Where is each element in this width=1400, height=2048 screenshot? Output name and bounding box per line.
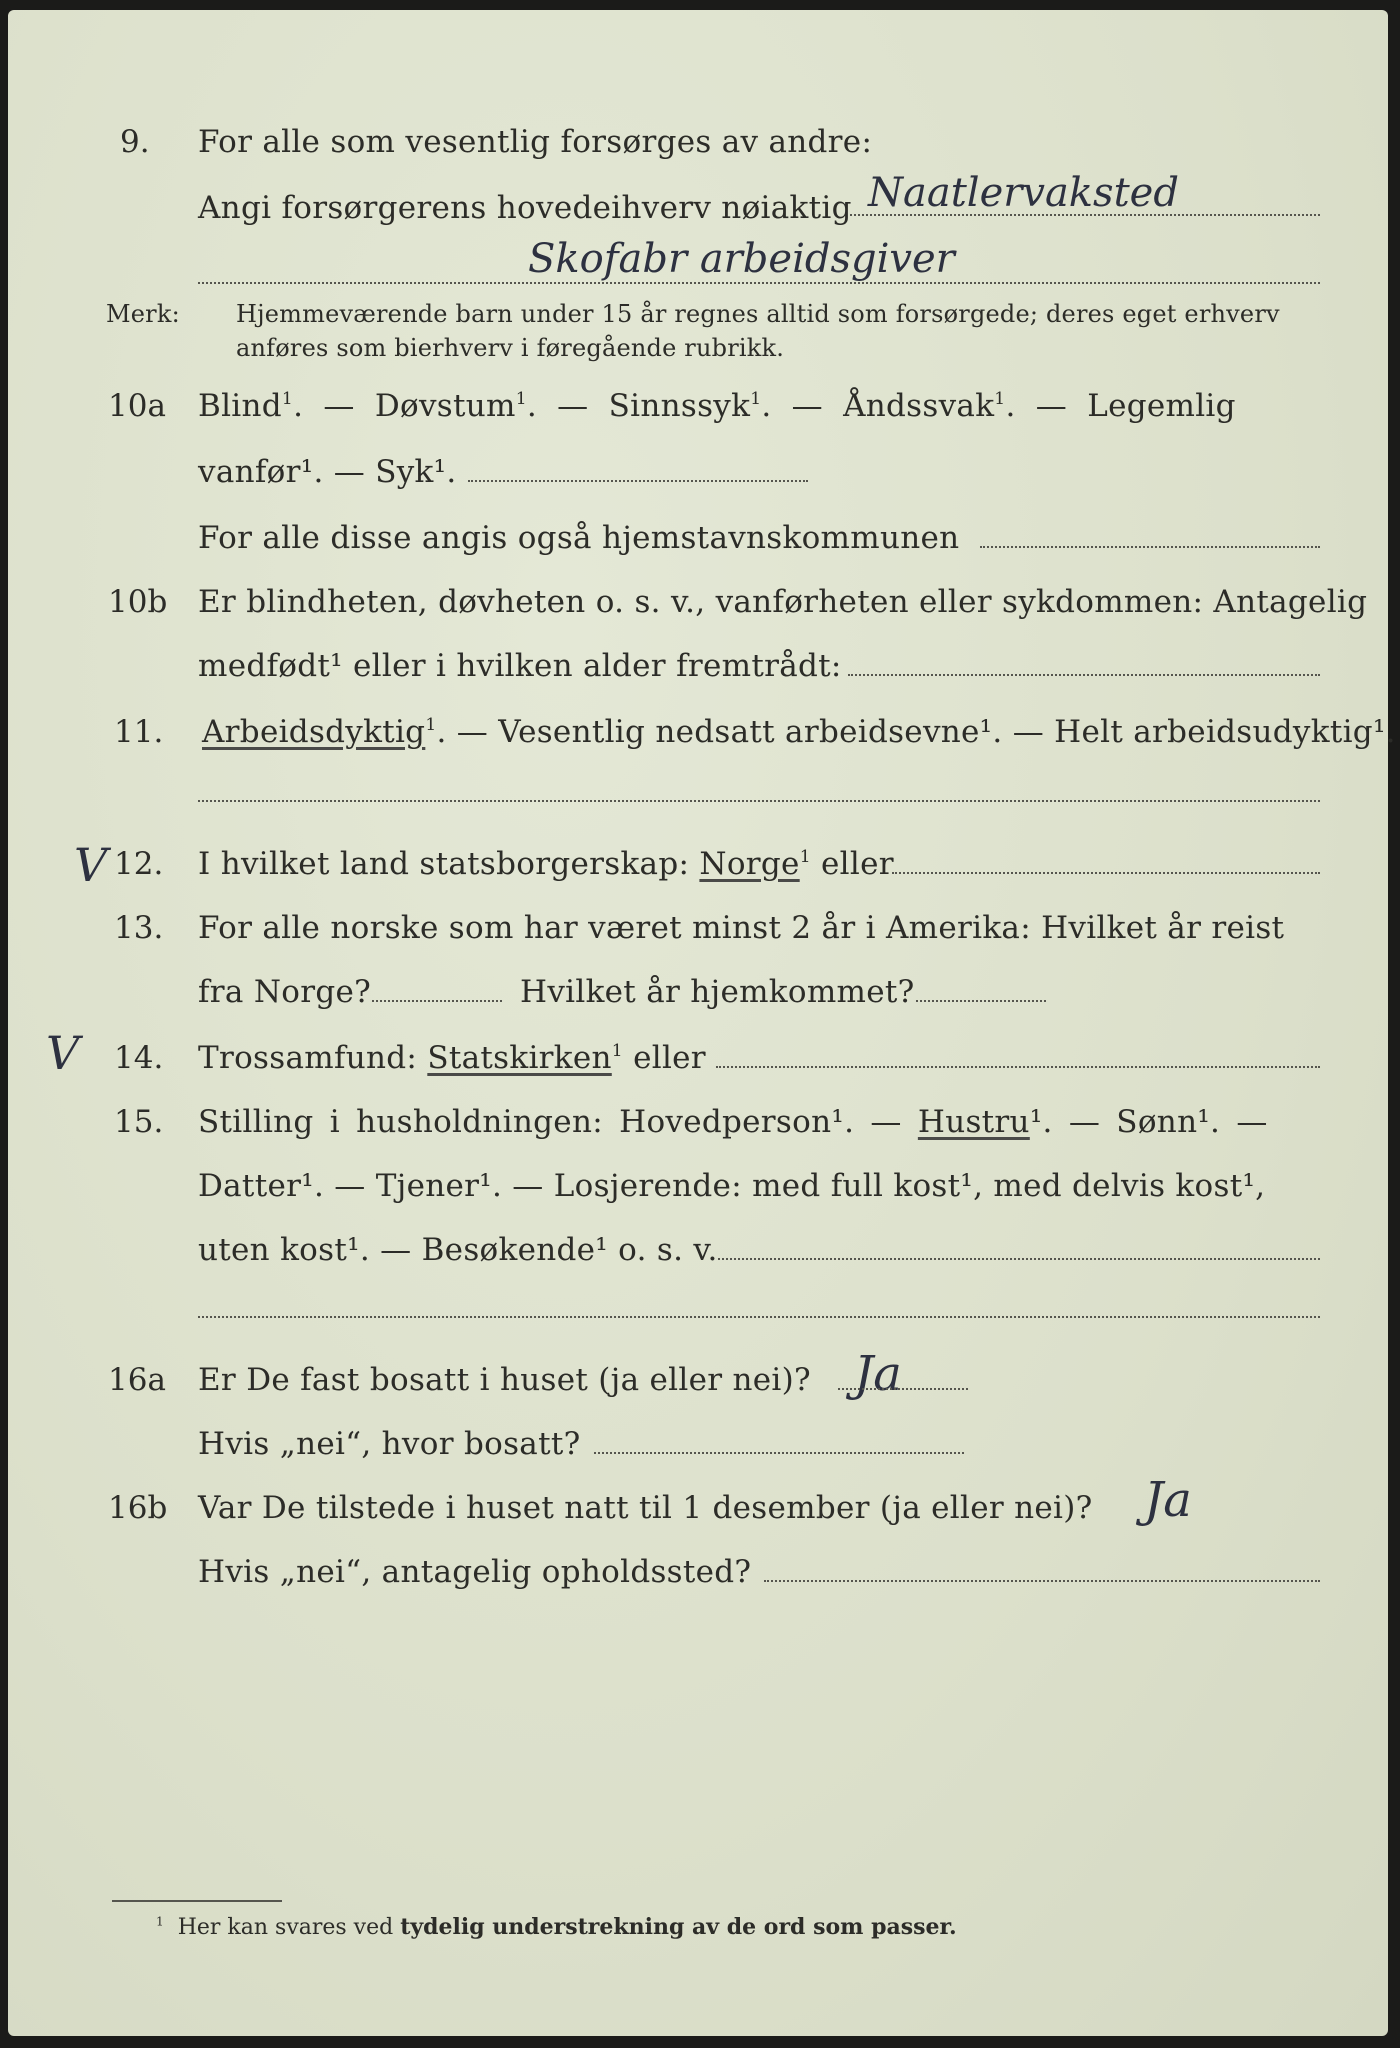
q12-answer-line — [892, 872, 1320, 874]
q10a-part: . — Døvstum — [293, 388, 516, 424]
q10a-line3: For alle disse angis også hjemstavnskommunen — [198, 520, 960, 556]
q10a-part: . — Åndssvak — [761, 388, 995, 424]
q15-line3: uten kost¹. — Besøkende¹ o. s. v. — [198, 1232, 718, 1268]
q11-underlined-option: Arbeidsdyktig — [202, 714, 426, 750]
q10a-sup: 1 — [515, 389, 527, 410]
q12-pre: I hvilket land statsborgerskap: — [198, 846, 690, 882]
q13-line2a: fra Norge? — [198, 974, 372, 1010]
q16a-number: 16a — [108, 1362, 166, 1398]
q15-line1b: ¹. — Sønn¹. — — [1029, 1104, 1268, 1140]
footnote — [156, 1914, 957, 1940]
q13-reist-line — [372, 1000, 502, 1002]
q14-underlined-option: Statskirken — [427, 1040, 612, 1076]
q9-line1: For alle som vesentlig forsørges av andre: — [198, 124, 873, 160]
q11-line — [202, 714, 1396, 750]
q13-line2b: Hvilket år hjemkommet? — [520, 974, 915, 1010]
q11-number: 11. — [114, 714, 164, 750]
q15-underlined-option: Hustru — [917, 1104, 1030, 1140]
q15-number: 15. — [114, 1104, 164, 1140]
q9-handwritten-answer2: Skofabr arbeidsgiver — [528, 236, 955, 282]
footnote-rule — [112, 1900, 282, 1902]
footnote-marker: 1 — [156, 1914, 164, 1929]
q16a-answer-line — [838, 1388, 968, 1390]
q15-line1 — [198, 1104, 1268, 1140]
q10a-part: Blind — [198, 388, 282, 424]
q14-number: 14. — [114, 1040, 164, 1076]
q12-check-mark: V — [74, 838, 108, 892]
q16b-handwritten-answer: Ja — [1144, 1472, 1192, 1528]
merk-line2: anføres som bierhverv i føregående rubrikk. — [236, 334, 785, 362]
footnote-bold: tydelig understrekning av de ord som passer. — [400, 1914, 957, 1940]
q11-answer-line — [198, 800, 1320, 802]
q13-hjemkommet-line — [916, 1000, 1046, 1002]
q15-answer-line2 — [198, 1316, 1320, 1318]
footnote-plain: Her kan svares ved — [177, 1915, 394, 1940]
q13-line1: For alle norske som har været minst 2 år i Amerika: Hvilket år reist — [198, 910, 1285, 946]
q13-number: 13. — [114, 910, 164, 946]
q16b-line2: Hvis „nei“, antagelig opholdssted? — [198, 1554, 752, 1590]
q16a-handwritten-answer: Ja — [854, 1346, 902, 1402]
q11-sup: 1 — [425, 715, 437, 736]
q10a-sup: 1 — [750, 389, 762, 410]
q15-line2: Datter¹. — Tjener¹. — Losjerende: med full kost¹, med delvis kost¹, — [198, 1168, 1266, 1204]
q10b-answer-line — [848, 674, 1320, 676]
q15-line1a: Stilling i husholdningen: Hovedperson¹. — — [198, 1104, 902, 1140]
q12-underlined-option: Norge — [699, 846, 800, 882]
merk-line1: Hjemmeværende barn under 15 år regnes alltid som forsørgede; deres eget erhverv — [236, 300, 1280, 328]
q14-check-mark: V — [46, 1026, 80, 1080]
q10a-number: 10a — [108, 388, 166, 424]
q16a-line2: Hvis „nei“, hvor bosatt? — [198, 1426, 581, 1462]
q11-rest: . — Vesentlig nedsatt arbeidsevne¹. — Helt arbeidsudyktig¹. — [436, 714, 1396, 750]
q9-line2: Angi forsørgerens hovedeihverv nøiaktig — [198, 190, 852, 226]
q9-number: 9. — [120, 124, 150, 160]
q10a-line2: vanfør¹. — Syk¹. — [198, 454, 457, 490]
q15-answer-line1 — [718, 1258, 1320, 1260]
q12-line — [198, 846, 894, 882]
q16b-opholdssted-line — [764, 1580, 1320, 1582]
q14-post: eller — [633, 1040, 706, 1076]
census-form-page — [8, 10, 1396, 2036]
q10a-part: . — Sinnssyk — [526, 388, 751, 424]
q10b-line1: Er blindheten, døvheten o. s. v., vanførheten eller sykdommen: Antagelig — [198, 584, 1368, 620]
q10a-sup: 1 — [281, 389, 294, 410]
q12-number: 12. — [114, 846, 164, 882]
q10b-number: 10b — [108, 584, 168, 620]
q9-answer-line2 — [198, 282, 1320, 284]
q16a-line1: Er De fast bosatt i huset (ja eller nei)? — [198, 1362, 811, 1398]
q10a-line1 — [198, 388, 1236, 424]
q12-post: eller — [821, 846, 894, 882]
q14-sup: 1 — [611, 1041, 623, 1062]
q10a-sup: 1 — [994, 389, 1006, 410]
q16b-number: 16b — [108, 1490, 168, 1526]
q14-pre: Trossamfund: — [198, 1040, 418, 1076]
q10a-part: . — Legemlig — [1005, 388, 1236, 424]
merk-label: Merk: — [106, 300, 180, 328]
q16a-bosatt-line — [594, 1452, 964, 1454]
q16b-line1: Var De tilstede i huset natt til 1 desember (ja eller nei)? — [198, 1490, 1093, 1526]
q10a-syk-line — [468, 480, 808, 482]
q10b-line2: medfødt¹ eller i hvilken alder fremtrådt: — [198, 648, 842, 684]
q12-sup: 1 — [799, 847, 811, 868]
q14-answer-line — [716, 1066, 1320, 1068]
q14-line — [198, 1040, 706, 1076]
q9-handwritten-answer1: Naatlervaksted — [868, 170, 1179, 216]
q10a-kommune-line — [980, 546, 1320, 548]
